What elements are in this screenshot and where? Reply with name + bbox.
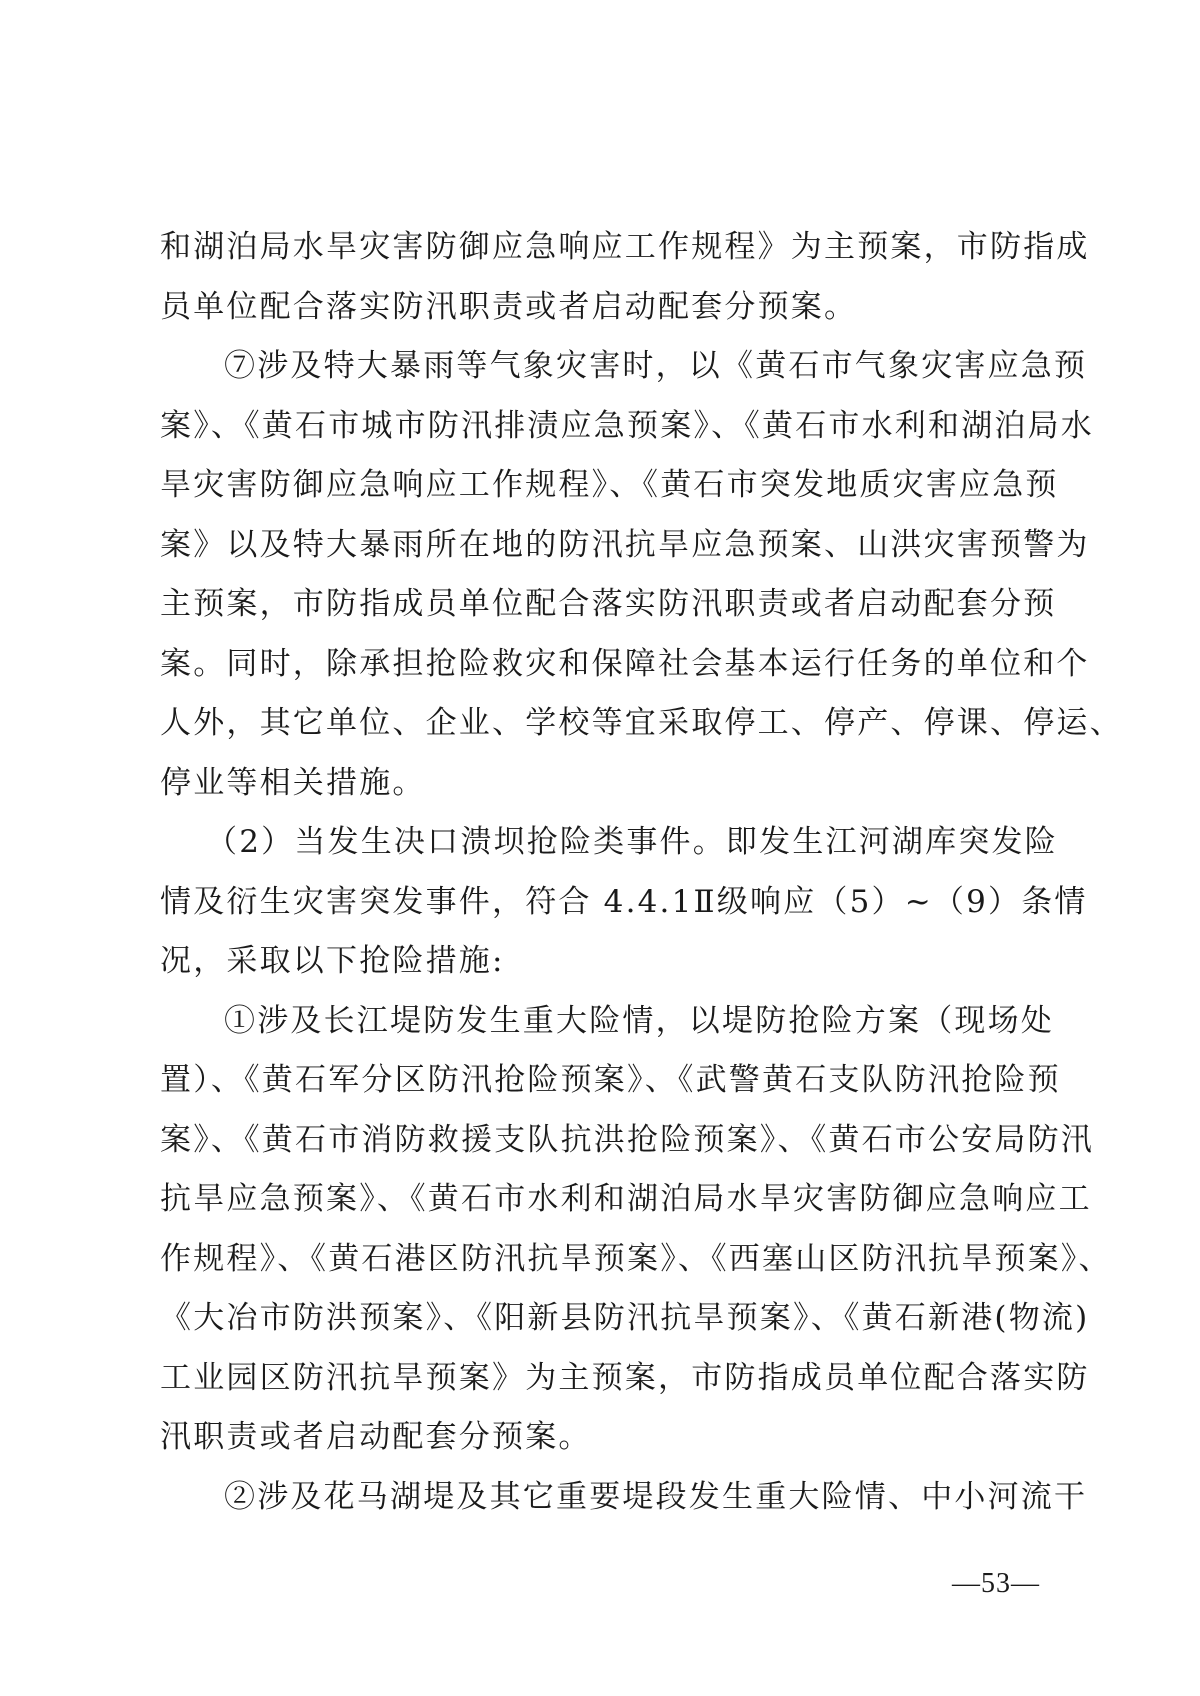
text-line: 停业等相关措施。 <box>160 764 426 801</box>
text-line: 案》以及特大暴雨所在地的防汛抗旱应急预案、山洪灾害预警为 <box>160 526 1090 563</box>
text-line: 《大冶市防洪预案》、《阳新县防汛抗旱预案》、《黄石新港(物流) <box>160 1300 1090 1336</box>
text-line: 况，采取以下抢险措施: <box>160 943 505 979</box>
text-line: ②涉及花马湖堤及其它重要堤段发生重大险情、中小河流干 <box>224 1478 1088 1515</box>
text-line: 员单位配合落实防汛职责或者启动配套分预案。 <box>160 288 858 325</box>
text-line: ①涉及长江堤防发生重大险情，以堤防抢险方案（现场处 <box>224 1002 1054 1039</box>
text-line: 旱灾害防御应急响应工作规程》、《黄石市突发地质灾害应急预 <box>160 467 1059 503</box>
text-line: 工业园区防汛抗旱预案》为主预案，市防指成员单位配合落实防 <box>160 1359 1090 1396</box>
text-line: 情及衍生灾害突发事件，符合 4.4.1Ⅱ级响应（5）~（9）条情 <box>160 883 1088 920</box>
text-line: 人外，其它单位、企业、学校等宜采取停工、停产、停课、停运、 <box>160 705 1123 741</box>
text-line: 汛职责或者启动配套分预案。 <box>160 1419 592 1455</box>
text-line: ⑦涉及特大暴雨等气象灾害时，以《黄石市气象灾害应急预 <box>224 348 1088 384</box>
text-line: 作规程》、《黄石港区防汛抗旱预案》、《西塞山区防汛抗旱预案》、 <box>160 1240 1112 1277</box>
text-line: 抗旱应急预案》、《黄石市水利和湖泊局水旱灾害防御应急响应工 <box>160 1181 1092 1217</box>
text-line: 案》、《黄石市消防救援支队抗洪抢险预案》、《黄石市公安局防汛 <box>160 1121 1094 1158</box>
document-body <box>160 218 1123 1527</box>
text-line: 置）、《黄石军分区防汛抢险预案》、《武警黄石支队防汛抢险预 <box>160 1062 1061 1098</box>
text-line: 案》、《黄石市城市防汛排渍应急预案》、《黄石市水利和湖泊局水 <box>160 407 1094 444</box>
page-number: —53— <box>952 1568 1040 1599</box>
text-line: 案。同时，除承担抢险救灾和保障社会基本运行任务的单位和个 <box>160 645 1090 682</box>
text-line: 主预案，市防指成员单位配合落实防汛职责或者启动配套分预 <box>160 586 1057 622</box>
text-line: （2）当发生决口溃坝抢险类事件。即发生江河湖库突发险 <box>206 824 1058 860</box>
text-line: 和湖泊局水旱灾害防御应急响应工作规程》为主预案，市防指成 <box>160 229 1090 265</box>
